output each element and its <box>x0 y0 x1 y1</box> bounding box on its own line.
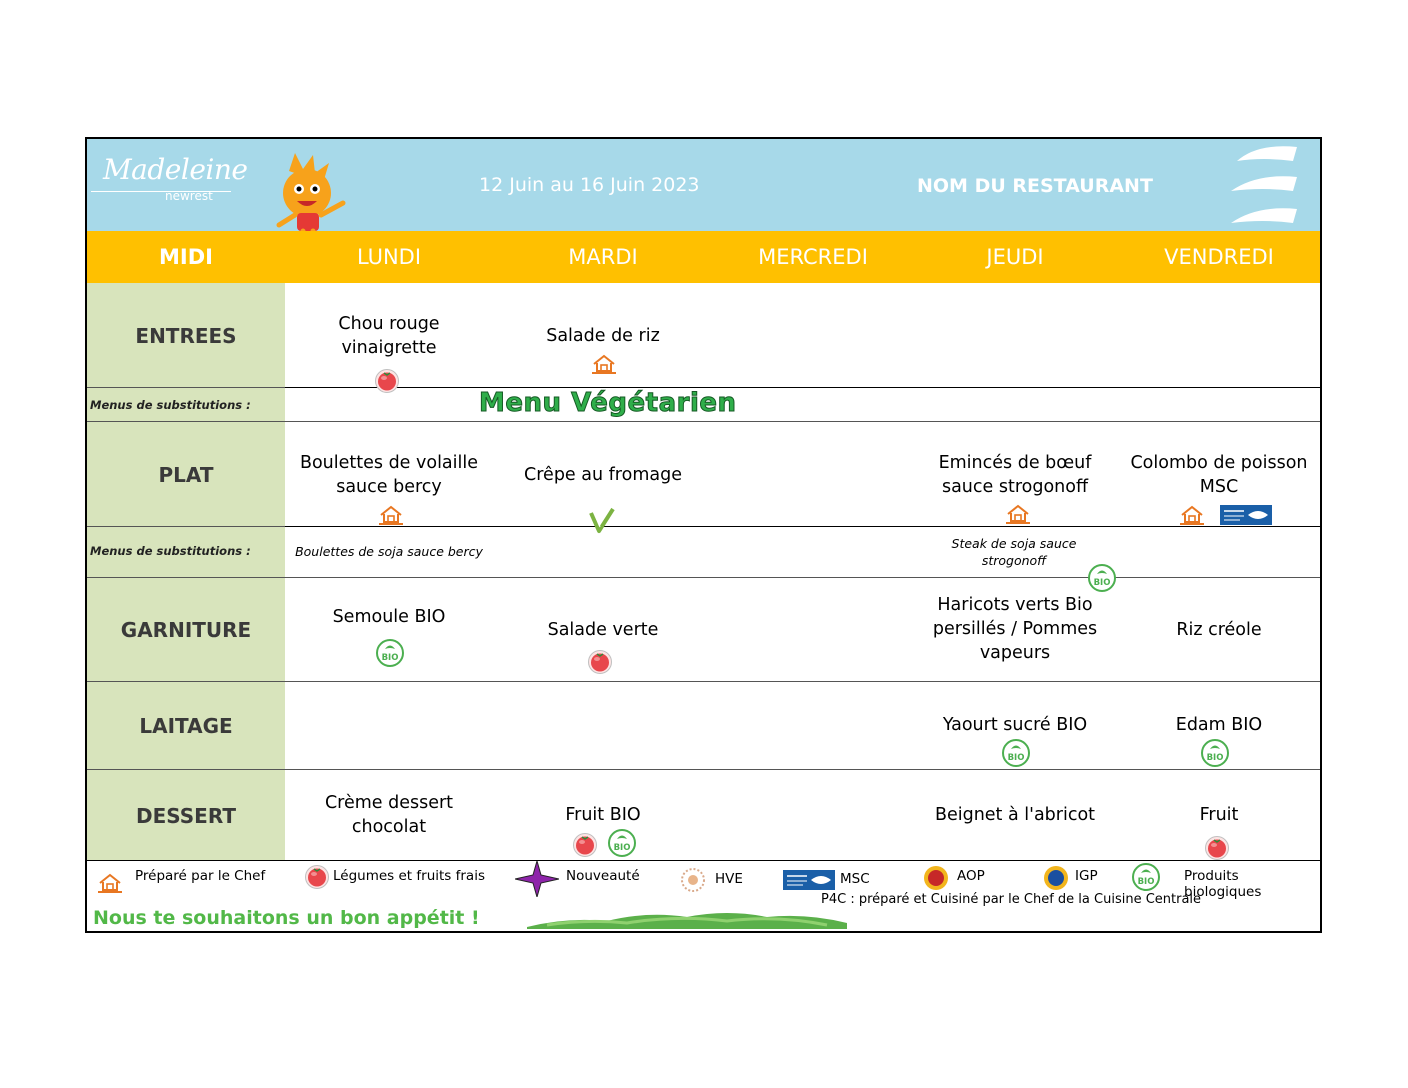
msc-label-icon <box>1220 505 1272 525</box>
tomato-icon <box>304 864 330 890</box>
divider-sub1 <box>87 421 1320 422</box>
legend-bio: Produits biologiques <box>1184 868 1262 900</box>
logo-madeleine: Madeleine <box>103 153 248 186</box>
igp-icon <box>1043 865 1069 891</box>
tomato-icon <box>374 368 400 394</box>
garniture-jeudi: Haricots verts Bio persillés / Pommes vapeurs <box>932 595 1098 663</box>
dessert-jeudi: Beignet à l'abricot <box>934 805 1096 825</box>
bio-icon <box>375 638 405 668</box>
divider-plat-label <box>87 526 285 527</box>
legend-hve: HVE <box>715 871 743 887</box>
day-vendredi: VENDREDI <box>1164 245 1274 269</box>
laitage-vendredi: Edam BIO <box>1175 715 1263 735</box>
substitution-label-2: Menus de substitutions : <box>90 544 251 558</box>
category-entrees: ENTREES <box>135 324 237 348</box>
aop-icon <box>923 865 949 891</box>
divider-sub2 <box>87 577 1320 578</box>
menu-card <box>85 137 1322 933</box>
legend-fresh: Légumes et fruits frais <box>333 868 485 884</box>
chef-house-icon <box>378 505 404 525</box>
chef-house-icon <box>1179 505 1205 525</box>
plat-mardi: Crêpe au fromage <box>524 465 682 485</box>
dessert-lundi: Crème dessert chocolat <box>324 793 454 837</box>
vegetarian-v-icon <box>587 505 617 535</box>
divider-laitage <box>87 769 1320 770</box>
legend-p4c: P4C : préparé et Cuisiné par le Chef de la Cuisine Centrale <box>821 892 1202 907</box>
bio-icon <box>1200 738 1230 768</box>
tomato-icon <box>1204 835 1230 861</box>
legend-igp: IGP <box>1075 868 1098 884</box>
date-range: 12 Juin au 16 Juin 2023 <box>479 174 700 196</box>
bio-icon <box>1131 862 1161 892</box>
plat-lundi: Boulettes de volaille sauce bercy <box>299 453 479 497</box>
dessert-vendredi: Fruit <box>1199 805 1239 825</box>
divider-garniture <box>87 681 1320 682</box>
vegetarian-menu-banner: Menu Végétarien <box>479 388 737 418</box>
entree-mardi: Salade de riz <box>546 326 660 346</box>
tomato-icon <box>572 832 598 858</box>
garniture-mardi: Salade verte <box>547 620 659 640</box>
sub-plat-jeudi: Steak de soja sauce strogonoff <box>951 536 1077 568</box>
day-midi: MIDI <box>159 245 213 269</box>
category-plat: PLAT <box>158 463 214 487</box>
substitution-label-1: Menus de substitutions : <box>90 398 251 412</box>
bio-icon <box>607 828 637 858</box>
goodbye-message: Nous te souhaitons un bon appétit ! <box>93 907 480 929</box>
day-mercredi: MERCREDI <box>758 245 868 269</box>
sub-plat-lundi: Boulettes de soja sauce bercy <box>295 544 483 559</box>
new-star-icon <box>515 861 559 897</box>
divider-entrees-label <box>87 387 285 388</box>
legend-new: Nouveauté <box>566 868 640 884</box>
tomato-icon <box>587 649 613 675</box>
plat-vendredi: Colombo de poisson MSC <box>1130 453 1308 497</box>
divider-dessert <box>87 860 1320 861</box>
entree-lundi: Chou rouge vinaigrette <box>338 314 440 358</box>
bio-icon <box>1001 738 1031 768</box>
restaurant-name: NOM DU RESTAURANT <box>917 175 1153 197</box>
day-jeudi: JEUDI <box>986 245 1044 269</box>
category-laitage: LAITAGE <box>139 714 233 738</box>
divider-plat <box>285 526 1320 527</box>
chef-house-icon <box>591 354 617 374</box>
category-garniture: GARNITURE <box>120 618 252 642</box>
chef-house-icon <box>1005 504 1031 524</box>
divider-entrees <box>285 387 1320 388</box>
category-column <box>87 283 285 860</box>
msc-label-icon <box>783 870 835 890</box>
dessert-mardi: Fruit BIO <box>565 805 641 825</box>
garniture-vendredi: Riz créole <box>1176 620 1262 640</box>
day-lundi: LUNDI <box>356 245 422 269</box>
legend-msc: MSC <box>840 871 870 887</box>
hve-icon <box>680 867 706 893</box>
lettuce-decoration <box>527 907 847 931</box>
day-mardi: MARDI <box>568 245 638 269</box>
legend-chef: Préparé par le Chef <box>135 868 266 884</box>
legend-aop: AOP <box>957 868 985 884</box>
garniture-lundi: Semoule BIO <box>332 607 446 627</box>
newrest-waves-logo <box>1227 143 1299 227</box>
laitage-jeudi: Yaourt sucré BIO <box>942 715 1088 735</box>
bio-icon <box>1087 563 1117 593</box>
chef-house-icon <box>97 873 123 893</box>
plat-jeudi: Emincés de bœuf sauce strogonoff <box>938 453 1092 497</box>
logo-newrest: newrest <box>165 189 213 203</box>
category-dessert: DESSERT <box>136 804 236 828</box>
